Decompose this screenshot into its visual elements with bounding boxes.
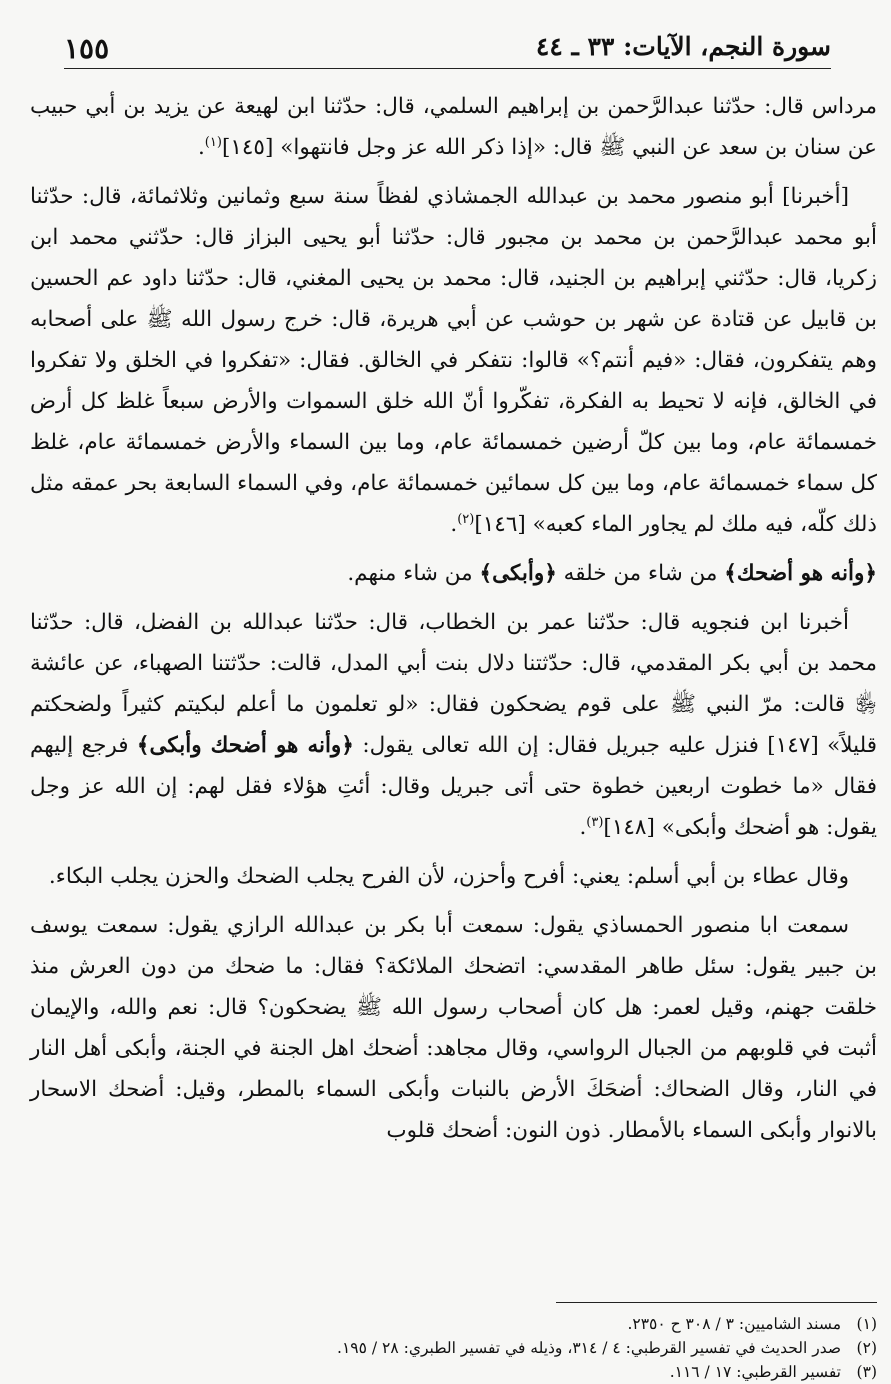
footnote-text: صدر الحديث في تفسير القرطبي: ٤ / ٣١٤، وذيله في تفسير الطبري: ٢٨ / ١٩٥. bbox=[337, 1339, 841, 1357]
footnote-2 bbox=[30, 1336, 877, 1360]
page-header bbox=[64, 30, 831, 69]
footnote-3 bbox=[30, 1360, 877, 1384]
quran-verse: ﴿وأنه هو أضحك﴾ bbox=[724, 561, 877, 586]
running-title: سورة النجم، الآيات: ٣٣ ـ ٤٤ bbox=[535, 32, 831, 61]
footnote-number: (٣) bbox=[856, 1363, 877, 1381]
footnote-ref-3: (٣) bbox=[586, 814, 604, 830]
quran-verse: ﴿وأبكى﴾ bbox=[479, 561, 557, 586]
page-number: ١٥٥ bbox=[64, 32, 110, 65]
footnote-number: (١) bbox=[856, 1315, 877, 1333]
verse-paragraph: ﴿وأنه هو أضحك﴾ من شاء من خلقه ﴿وأبكى﴾ من شاء منهم. bbox=[347, 561, 877, 586]
main-text bbox=[30, 86, 877, 1159]
footnote-text: مسند الشاميين: ٣ / ٣٠٨ ح ٢٣٥٠. bbox=[627, 1315, 841, 1333]
paragraph-3: أخبرنا ابن فنجويه قال: حدّثنا عمر بن الخطاب، قال: حدّثنا عبدالله بن الفضل، قال: حدّثنا محمد بن أبي بكر المقدمي، قال: حدّثتنا دلال بنت أبي المدل، قالت: حدّثتنا الصهباء، عن عائشة ﵂ قالت: مرّ النبي ﷺ على قوم يضحكون فقال: «لو تعلمون ما أعلم لبكيتم كثيراً ولضحكتم قليلاً» [١٤٧] فنزل عليه جبريل فقال: إن الله تعالى يقول: ﴿وأنه هو أضحك وأبكى﴾ فرجع إليهم فقال «ما خطوت اربعين خطوة حتى أتى جبريل وقال: أئتِ هؤلاء فقل لهم: إن الله عز وجل يقول: هو أضحك وأبكى» [١٤٨]$^{(٣)}$. bbox=[30, 610, 878, 840]
paragraph-1: مرداس قال: حدّثنا عبدالرَّحمن بن إبراهيم السلمي، قال: حدّثنا ابن لهيعة عن يزيد بن أبي حبيب عن سنان بن سعد عن النبي ﷺ قال: «إذا ذكر الله عز وجل فانتهوا» [١٤٥]$^{(١)}$. bbox=[30, 94, 877, 160]
footnotes bbox=[30, 1312, 877, 1384]
footnote-number: (٢) bbox=[856, 1339, 877, 1357]
paragraph-4: وقال عطاء بن أبي أسلم: يعني: أفرح وأحزن، لأن الفرح يجلب الضحك والحزن يجلب البكاء. bbox=[48, 864, 849, 889]
footnote-ref-2: (٢) bbox=[457, 511, 475, 527]
footnote-text: تفسير القرطبي: ١٧ / ١١٦. bbox=[669, 1363, 841, 1381]
quran-verse: ﴿وأنه هو أضحك وأبكى﴾ bbox=[136, 733, 354, 758]
paragraph-5: سمعت ابا منصور الحمساذي يقول: سمعت أبا بكر بن عبدالله الرازي يقول: سمعت يوسف بن جبير يقول: سئل طاهر المقدسي: اتضحك الملائكة؟ فقال: ما ضحك من دون العرش منذ خلقت جهنم، وقيل لعمر: هل كان أصحاب رسول الله ﷺ يضحكون؟ قال: نعم والله، والإيمان أثبت في قلوبهم من الجبال الرواسي، وقال مجاهد: أضحك اهل الجنة في الجنة، وأبكى أهل النار في النار، وقال الضحاك: أضحَكَ الأرض بالنبات وأبكى السماء بالمطر، وقيل: أضحك الاسحار بالانوار وأبكى السماء بالأمطار. ذون النون: أضحك قلوب bbox=[30, 913, 877, 1143]
footnote-ref-1: (١) bbox=[204, 134, 222, 150]
footnote-1 bbox=[30, 1312, 877, 1336]
paragraph-2: [أخبرنا] أبو منصور محمد بن عبدالله الجمشاذي لفظاً سنة سبع وثمانين وثلاثمائة، قال: حدّثنا أبو محمد عبدالرَّحمن بن محمد بن مجبور قال: حدّثنا أبو يحيى البزاز قال: حدّثني محمد ابن زكريا، قال: حدّثني إبراهيم بن الجنيد، قال: محمد بن يحيى المغني، قال: حدّثنا داود عم الحسين بن قابيل عن قتادة عن شهر بن حوشب عن أبي هريرة، قال: خرج رسول الله ﷺ على أصحابه وهم يتفكرون، فقال: «فيم أنتم؟» قالوا: نتفكر في الخالق. فقال: «تفكروا في الخلق ولا تفكروا في الخالق، فإنه لا تحيط به الفكرة، تفكّروا أنّ الله خلق السموات والأرض سبعاً غلظ كل أرض خمسمائة عام، وما بين كلّ أرضين خمسمائة عام، وما بين السماء والأرض خمسمائة عام، غلظ كل سماء خمسمائة عام، وما بين كل سمائين خمسمائة عام، وفي السماء السابعة بحر عمقه مثل ذلك كلّه، فيه ملك لم يجاور الماء كعبه» [١٤٦]$^{(٢)}$. bbox=[29, 184, 877, 537]
footnote-divider bbox=[556, 1302, 877, 1303]
